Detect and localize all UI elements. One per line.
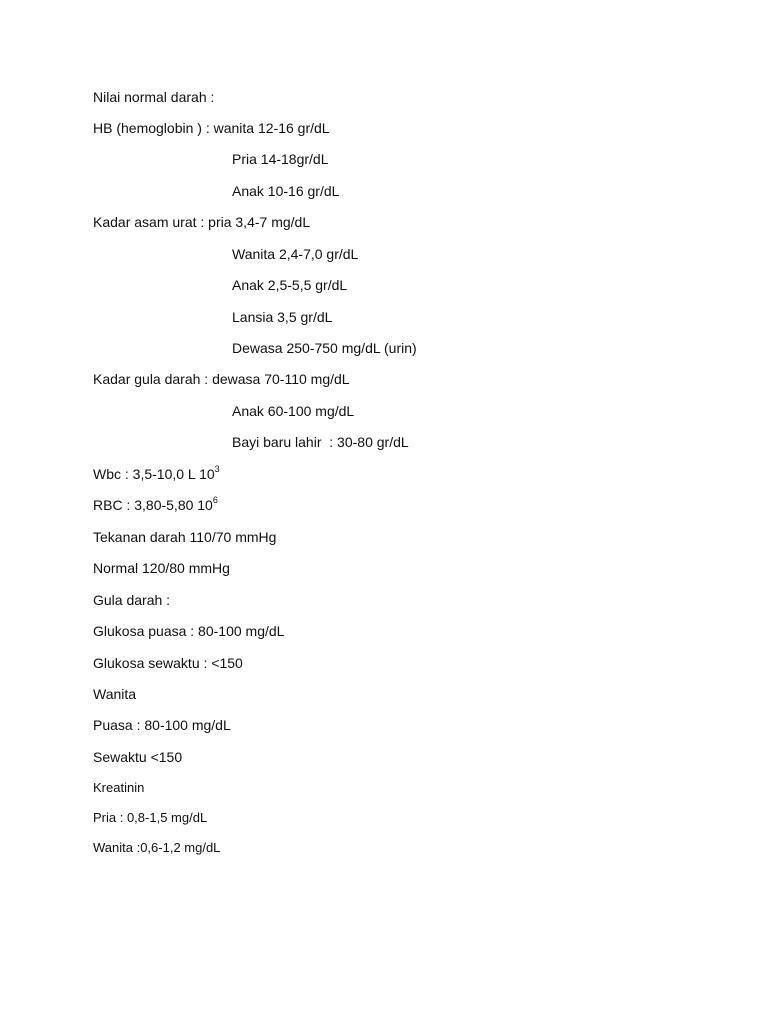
- wbc-exponent: 3: [214, 464, 220, 475]
- rbc-line: [93, 496, 218, 514]
- wbc-line: [93, 465, 220, 483]
- asam-urat-line-3: Anak 2,5-5,5 gr/dL: [232, 277, 348, 293]
- gula-darah-kadar-line-2: Anak 60-100 mg/dL: [232, 403, 355, 419]
- gula-darah-title: Gula darah :: [93, 592, 171, 608]
- wanita-sewaktu-line: Sewaktu <150: [93, 749, 183, 765]
- tekanan-darah-line: Tekanan darah 110/70 mmHg: [93, 529, 277, 545]
- document-heading: Nilai normal darah :: [93, 89, 215, 105]
- glukosa-sewaktu-line: Glukosa sewaktu : <150: [93, 655, 243, 671]
- glukosa-puasa-line: Glukosa puasa : 80-100 mg/dL: [93, 623, 285, 639]
- hb-line-3: Anak 10-16 gr/dL: [232, 183, 340, 199]
- kreatinin-wanita-line: Wanita :0,6-1,2 mg/dL: [93, 840, 221, 855]
- gula-darah-kadar-line-1: Kadar gula darah : dewasa 70-110 mg/dL: [93, 371, 350, 387]
- wbc-text: Wbc : 3,5-10,0 L 10: [93, 466, 215, 482]
- asam-urat-line-2: Wanita 2,4-7,0 gr/dL: [232, 246, 359, 262]
- kreatinin-title: Kreatinin: [93, 780, 145, 795]
- normal-line: Normal 120/80 mmHg: [93, 560, 230, 576]
- asam-urat-line-5: Dewasa 250-750 mg/dL (urin): [232, 340, 417, 356]
- rbc-text: RBC : 3,80-5,80 10: [93, 497, 213, 513]
- kreatinin-pria-line: Pria : 0,8-1,5 mg/dL: [93, 810, 208, 825]
- hb-line-1: HB (hemoglobin ) : wanita 12-16 gr/dL: [93, 120, 330, 136]
- rbc-exponent: 6: [212, 495, 218, 506]
- gula-darah-kadar-line-3: Bayi baru lahir : 30-80 gr/dL: [232, 434, 409, 450]
- hb-line-2: Pria 14-18gr/dL: [232, 151, 329, 167]
- asam-urat-line-1: Kadar asam urat : pria 3,4-7 mg/dL: [93, 214, 311, 230]
- asam-urat-line-4: Lansia 3,5 gr/dL: [232, 309, 333, 325]
- wanita-puasa-line: Puasa : 80-100 mg/dL: [93, 717, 231, 733]
- wanita-title: Wanita: [93, 686, 137, 702]
